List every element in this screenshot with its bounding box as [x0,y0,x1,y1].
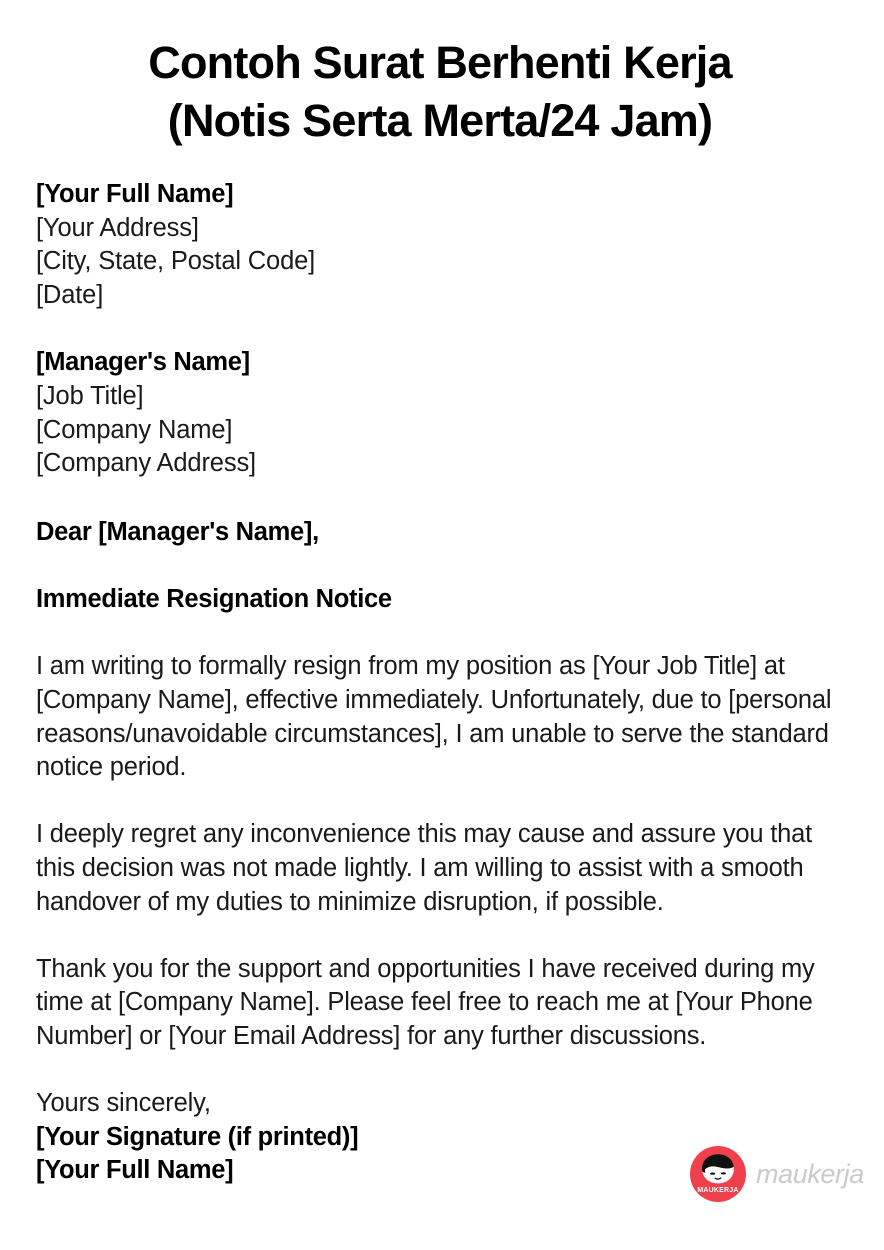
page-title-line-1: Contoh Surat Berhenti Kerja [148,37,732,88]
sender-city-state-postal: [City, State, Postal Code] [36,247,316,276]
signature-line: [Your Signature (if printed)] [36,1122,359,1151]
sender-date: [Date] [36,280,104,309]
sign-off: Yours sincerely, [36,1088,211,1117]
body-paragraph-1: I am writing to formally resign from my position as [Your Job Title] at [Company Name], effective immediately. Unfortunately, due to [personal reasons/unavoidable circumstances], I am unable to serve the standard notice period. [36,651,832,782]
body-paragraph-3: Thank you for the support and opportunities I have received during my time at [Company Name]. Please feel free to reach me at [Your Phone Number] or [Your Email Address] for any further discussions. [36,954,815,1051]
recipient-name: [Manager's Name] [36,348,250,377]
maukerja-logo [690,1146,864,1202]
maukerja-logo-mark [690,1146,746,1202]
sender-name: [Your Full Name] [36,180,234,208]
maukerja-logo-mark-text: MAUKERJA [697,1187,739,1194]
maukerja-wordmark: maukerja [756,1158,864,1189]
subject-heading: Immediate Resignation Notice [36,585,392,614]
recipient-job-title: [Job Title] [36,381,144,410]
recipient-company-address: [Company Address] [36,449,256,478]
page-title-line-2: (Notis Serta Merta/24 Jam) [167,95,713,146]
body-paragraph-2: I deeply regret any inconvenience this may cause and assure you that this decision was not made lightly. I am willing to assist with a smooth handover of my duties to minimize disruption, if possible. [36,820,812,916]
salutation: Dear [Manager's Name], [36,517,319,546]
recipient-address-block [36,346,844,480]
signer-name: [Your Full Name] [36,1156,234,1185]
recipient-company-name: [Company Name] [36,415,233,444]
page-title [36,0,844,150]
sender-address: [Your Address] [36,213,199,242]
mascot-face-icon [701,1154,735,1184]
sender-address-block [36,178,844,312]
